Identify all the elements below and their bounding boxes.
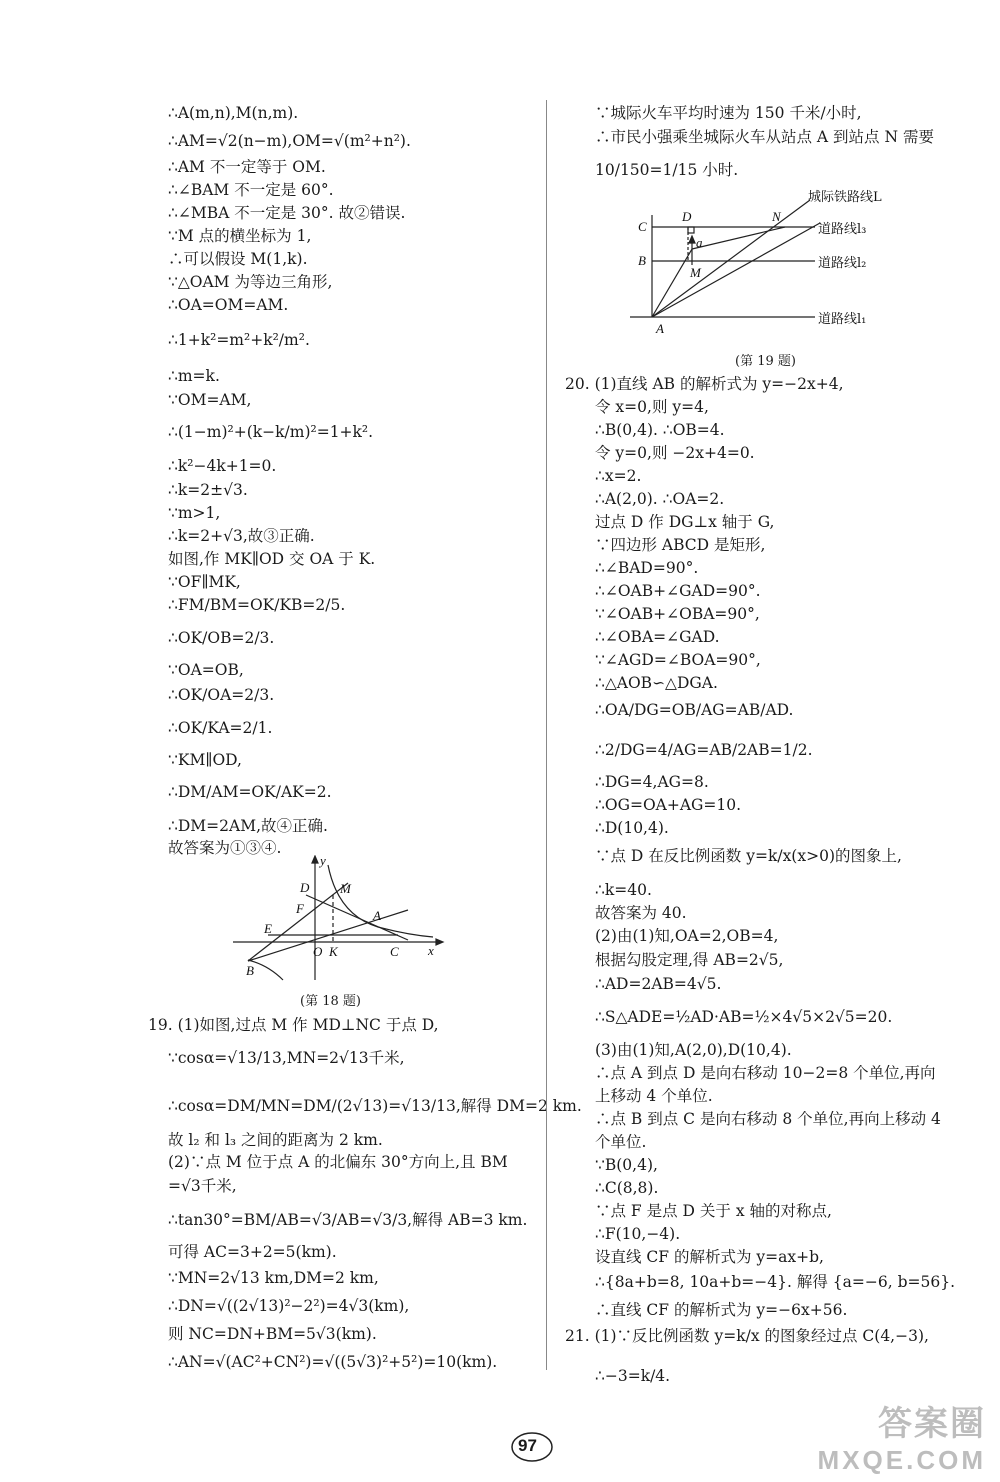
text-line: 20. (1)直线 AB 的解析式为 y=−2x+4, [565, 375, 844, 393]
fig19-road2-label: 道路线l₂ [818, 256, 867, 271]
text-line: ∵∠AGD=∠BOA=90°, [595, 651, 761, 669]
text-line: 上移动 4 个单位. [595, 1087, 713, 1105]
text-line: ∴DM/AM=OK/AK=2. [168, 783, 332, 801]
fig19-road1-label: 道路线l₁ [818, 312, 867, 327]
text-line: ∴(1−m)²+(k−k/m)²=1+k². [168, 423, 374, 441]
text-line: ∴DN=√((2√13)²−2²)=4√3(km), [168, 1297, 410, 1315]
text-line: ∴OA/DG=OB/AG=AB/AD. [595, 701, 794, 719]
text-line: ∴B(0,4). ∴OB=4. [595, 421, 725, 439]
fig18-label-e: E [264, 921, 272, 936]
fig19-label-m: M [690, 265, 701, 280]
text-line: ∴C(8,8). [595, 1179, 659, 1197]
text-line: 令 x=0,则 y=4, [595, 398, 709, 416]
text-line: ∴x=2. [595, 467, 642, 485]
text-line: ∵MN=2√13 km,DM=2 km, [168, 1269, 379, 1287]
text-line: (2)由(1)知,OA=2,OB=4, [595, 927, 779, 945]
text-line: ∴tan30°=BM/AB=√3/AB=√3/3,解得 AB=3 km. [168, 1211, 528, 1229]
text-line: 故答案为 40. [595, 904, 687, 922]
text-line: ∴∠MBA 不一定是 30°. 故②错误. [168, 204, 406, 222]
figure-19-diagram [630, 185, 890, 340]
page-number [510, 1430, 560, 1464]
text-line: ∵OF∥MK, [168, 573, 241, 591]
text-line: ∵OM=AM, [168, 391, 252, 409]
fig19-label-a: A [656, 321, 664, 336]
text-line: =√3千米, [168, 1177, 237, 1195]
fig19-label-d: D [682, 209, 692, 224]
text-line: ∴△AOB∽△DGA. [595, 674, 718, 692]
column-divider [546, 100, 547, 1370]
text-line: ∴∠BAM 不一定是 60°. [168, 181, 334, 199]
text-line: ∴可以假设 M(1,k). [168, 250, 308, 268]
text-line: ∴OG=OA+AG=10. [595, 796, 742, 814]
text-line: 10/150=1/15 小时. [595, 161, 739, 179]
text-line: ∵M 点的横坐标为 1, [168, 227, 312, 245]
text-line: ∴2/DG=4/AG=AB/2AB=1/2. [595, 741, 813, 759]
text-line: ∴AM 不一定等于 OM. [168, 158, 326, 176]
watermark-url: MXQE.COM [817, 1445, 986, 1475]
fig19-rail-label: 城际铁路线L [808, 190, 882, 205]
text-line: ∴D(10,4). [595, 819, 669, 837]
figure-19-caption: (第 19 题) [735, 354, 796, 369]
fig18-label-f: F [296, 901, 304, 916]
text-line: ∴点 B 到点 C 是向右移动 8 个单位,再向上移动 4 [595, 1110, 941, 1128]
text-line: ∵OA=OB, [168, 661, 244, 679]
fig18-label-c: C [390, 944, 399, 959]
text-line: ∴AD=2AB=4√5. [595, 975, 722, 993]
text-line: ∴A(m,n),M(n,m). [168, 104, 299, 122]
text-line: 21. (1)∵反比例函数 y=k/x 的图象经过点 C(4,−3), [565, 1327, 929, 1345]
text-line: 19. (1)如图,过点 M 作 MD⊥NC 于点 D, [148, 1016, 439, 1034]
text-line: ∵点 F 是点 D 关于 x 轴的对称点, [595, 1202, 832, 1220]
text-line: ∴∠BAD=90°. [595, 559, 699, 577]
text-line: ∴∠OBA=∠GAD. [595, 628, 720, 646]
text-line: 故答案为①③④. [168, 839, 282, 857]
text-line: ∵∠OAB+∠OBA=90°, [595, 605, 760, 623]
text-line: ∴{8a+b=8, 10a+b=−4}. 解得 {a=−6, b=56}. [595, 1273, 956, 1291]
text-line: ∵四边形 ABCD 是矩形, [595, 536, 766, 554]
text-line: 根据勾股定理,得 AB=2√5, [595, 951, 784, 969]
text-line: ∴S△ADE=½AD·AB=½×4√5×2√5=20. [595, 1008, 893, 1026]
figure-18-caption: (第 18 题) [300, 994, 361, 1009]
text-line: ∴DG=4,AG=8. [595, 773, 709, 791]
fig18-label-a: A [373, 908, 381, 923]
fig19-label-a-angle: a [696, 235, 703, 250]
text-line: 设直线 CF 的解析式为 y=ax+b, [595, 1248, 824, 1266]
text-line: ∴OK/KA=2/1. [168, 719, 273, 737]
text-line: ∴k²−4k+1=0. [168, 457, 277, 475]
fig19-label-b: B [638, 253, 646, 268]
text-line: ∴−3=k/4. [595, 1367, 671, 1385]
text-line: ∴∠OAB+∠GAD=90°. [595, 582, 761, 600]
text-line: 个单位. [595, 1133, 647, 1151]
text-line: ∴OA=OM=AM. [168, 296, 289, 314]
page-number-text: 97 [518, 1436, 537, 1455]
fig18-label-o: O [313, 944, 323, 959]
text-line: ∵城际火车平均时速为 150 千米/小时, [595, 104, 862, 122]
text-line: ∴OK/OA=2/3. [168, 686, 275, 704]
text-line: (3)由(1)知,A(2,0),D(10,4). [595, 1041, 792, 1059]
fig18-label-b: B [246, 963, 254, 978]
text-line: ∴k=2±√3. [168, 481, 248, 499]
text-line: ∵cosα=√13/13,MN=2√13千米, [168, 1049, 405, 1067]
fig18-label-y: y [320, 855, 326, 868]
text-line: ∴OK/OB=2/3. [168, 629, 275, 647]
fig18-label-d: D [300, 880, 310, 895]
text-line: ∴市民小强乘坐城际火车从站点 A 到站点 N 需要 [595, 128, 934, 146]
text-line: 故 l₂ 和 l₃ 之间的距离为 2 km. [168, 1131, 383, 1149]
text-line: 可得 AC=3+2=5(km). [168, 1243, 337, 1261]
text-line: ∴AM=√2(n−m),OM=√(m²+n²). [168, 132, 411, 150]
text-line: ∴1+k²=m²+k²/m². [168, 331, 310, 349]
text-line: ∴A(2,0). ∴OA=2. [595, 490, 725, 508]
figure-18-diagram [228, 855, 448, 985]
text-line: ∴k=40. [595, 881, 652, 899]
text-line: ∴F(10,−4). [595, 1225, 681, 1243]
text-line: ∴直线 CF 的解析式为 y=−6x+56. [595, 1301, 848, 1319]
text-line: ∵KM∥OD, [168, 751, 242, 769]
fig18-label-m: M [340, 881, 351, 896]
text-line: ∴点 A 到点 D 是向右移动 10−2=8 个单位,再向 [595, 1064, 936, 1082]
watermark [818, 1396, 986, 1476]
text-line: 令 y=0,则 −2x+4=0. [595, 444, 755, 462]
text-line: ∴k=2+√3,故③正确. [168, 527, 315, 545]
text-line: ∴FM/BM=OK/KB=2/5. [168, 596, 346, 614]
fig18-label-k: K [329, 944, 338, 959]
text-line: 如图,作 MK∥OD 交 OA 于 K. [168, 550, 376, 568]
text-line: 则 NC=DN+BM=5√3(km). [168, 1325, 377, 1343]
text-line: ∴DM=2AM,故④正确. [168, 817, 328, 835]
text-line: ∴cosα=DM/MN=DM/(2√13)=√13/13,解得 DM=2 km. [168, 1097, 582, 1115]
watermark-title: 答案圈 [878, 1405, 986, 1443]
fig18-label-x: x [428, 943, 434, 958]
fig19-road3-label: 道路线l₃ [818, 222, 867, 237]
fig19-label-n: N [772, 209, 781, 224]
text-line: ∴m=k. [168, 367, 220, 385]
text-line: ∵点 D 在反比例函数 y=k/x(x>0)的图象上, [595, 847, 902, 865]
text-line: 过点 D 作 DG⊥x 轴于 G, [595, 513, 775, 531]
text-line: ∴AN=√(AC²+CN²)=√((5√3)²+5²)=10(km). [168, 1353, 498, 1371]
text-line: ∵△OAM 为等边三角形, [168, 273, 333, 291]
text-line: (2)∵点 M 位于点 A 的北偏东 30°方向上,且 BM [168, 1153, 508, 1171]
fig19-label-c: C [638, 219, 647, 234]
text-line: ∵B(0,4), [595, 1156, 658, 1174]
text-line: ∵m>1, [168, 504, 221, 522]
